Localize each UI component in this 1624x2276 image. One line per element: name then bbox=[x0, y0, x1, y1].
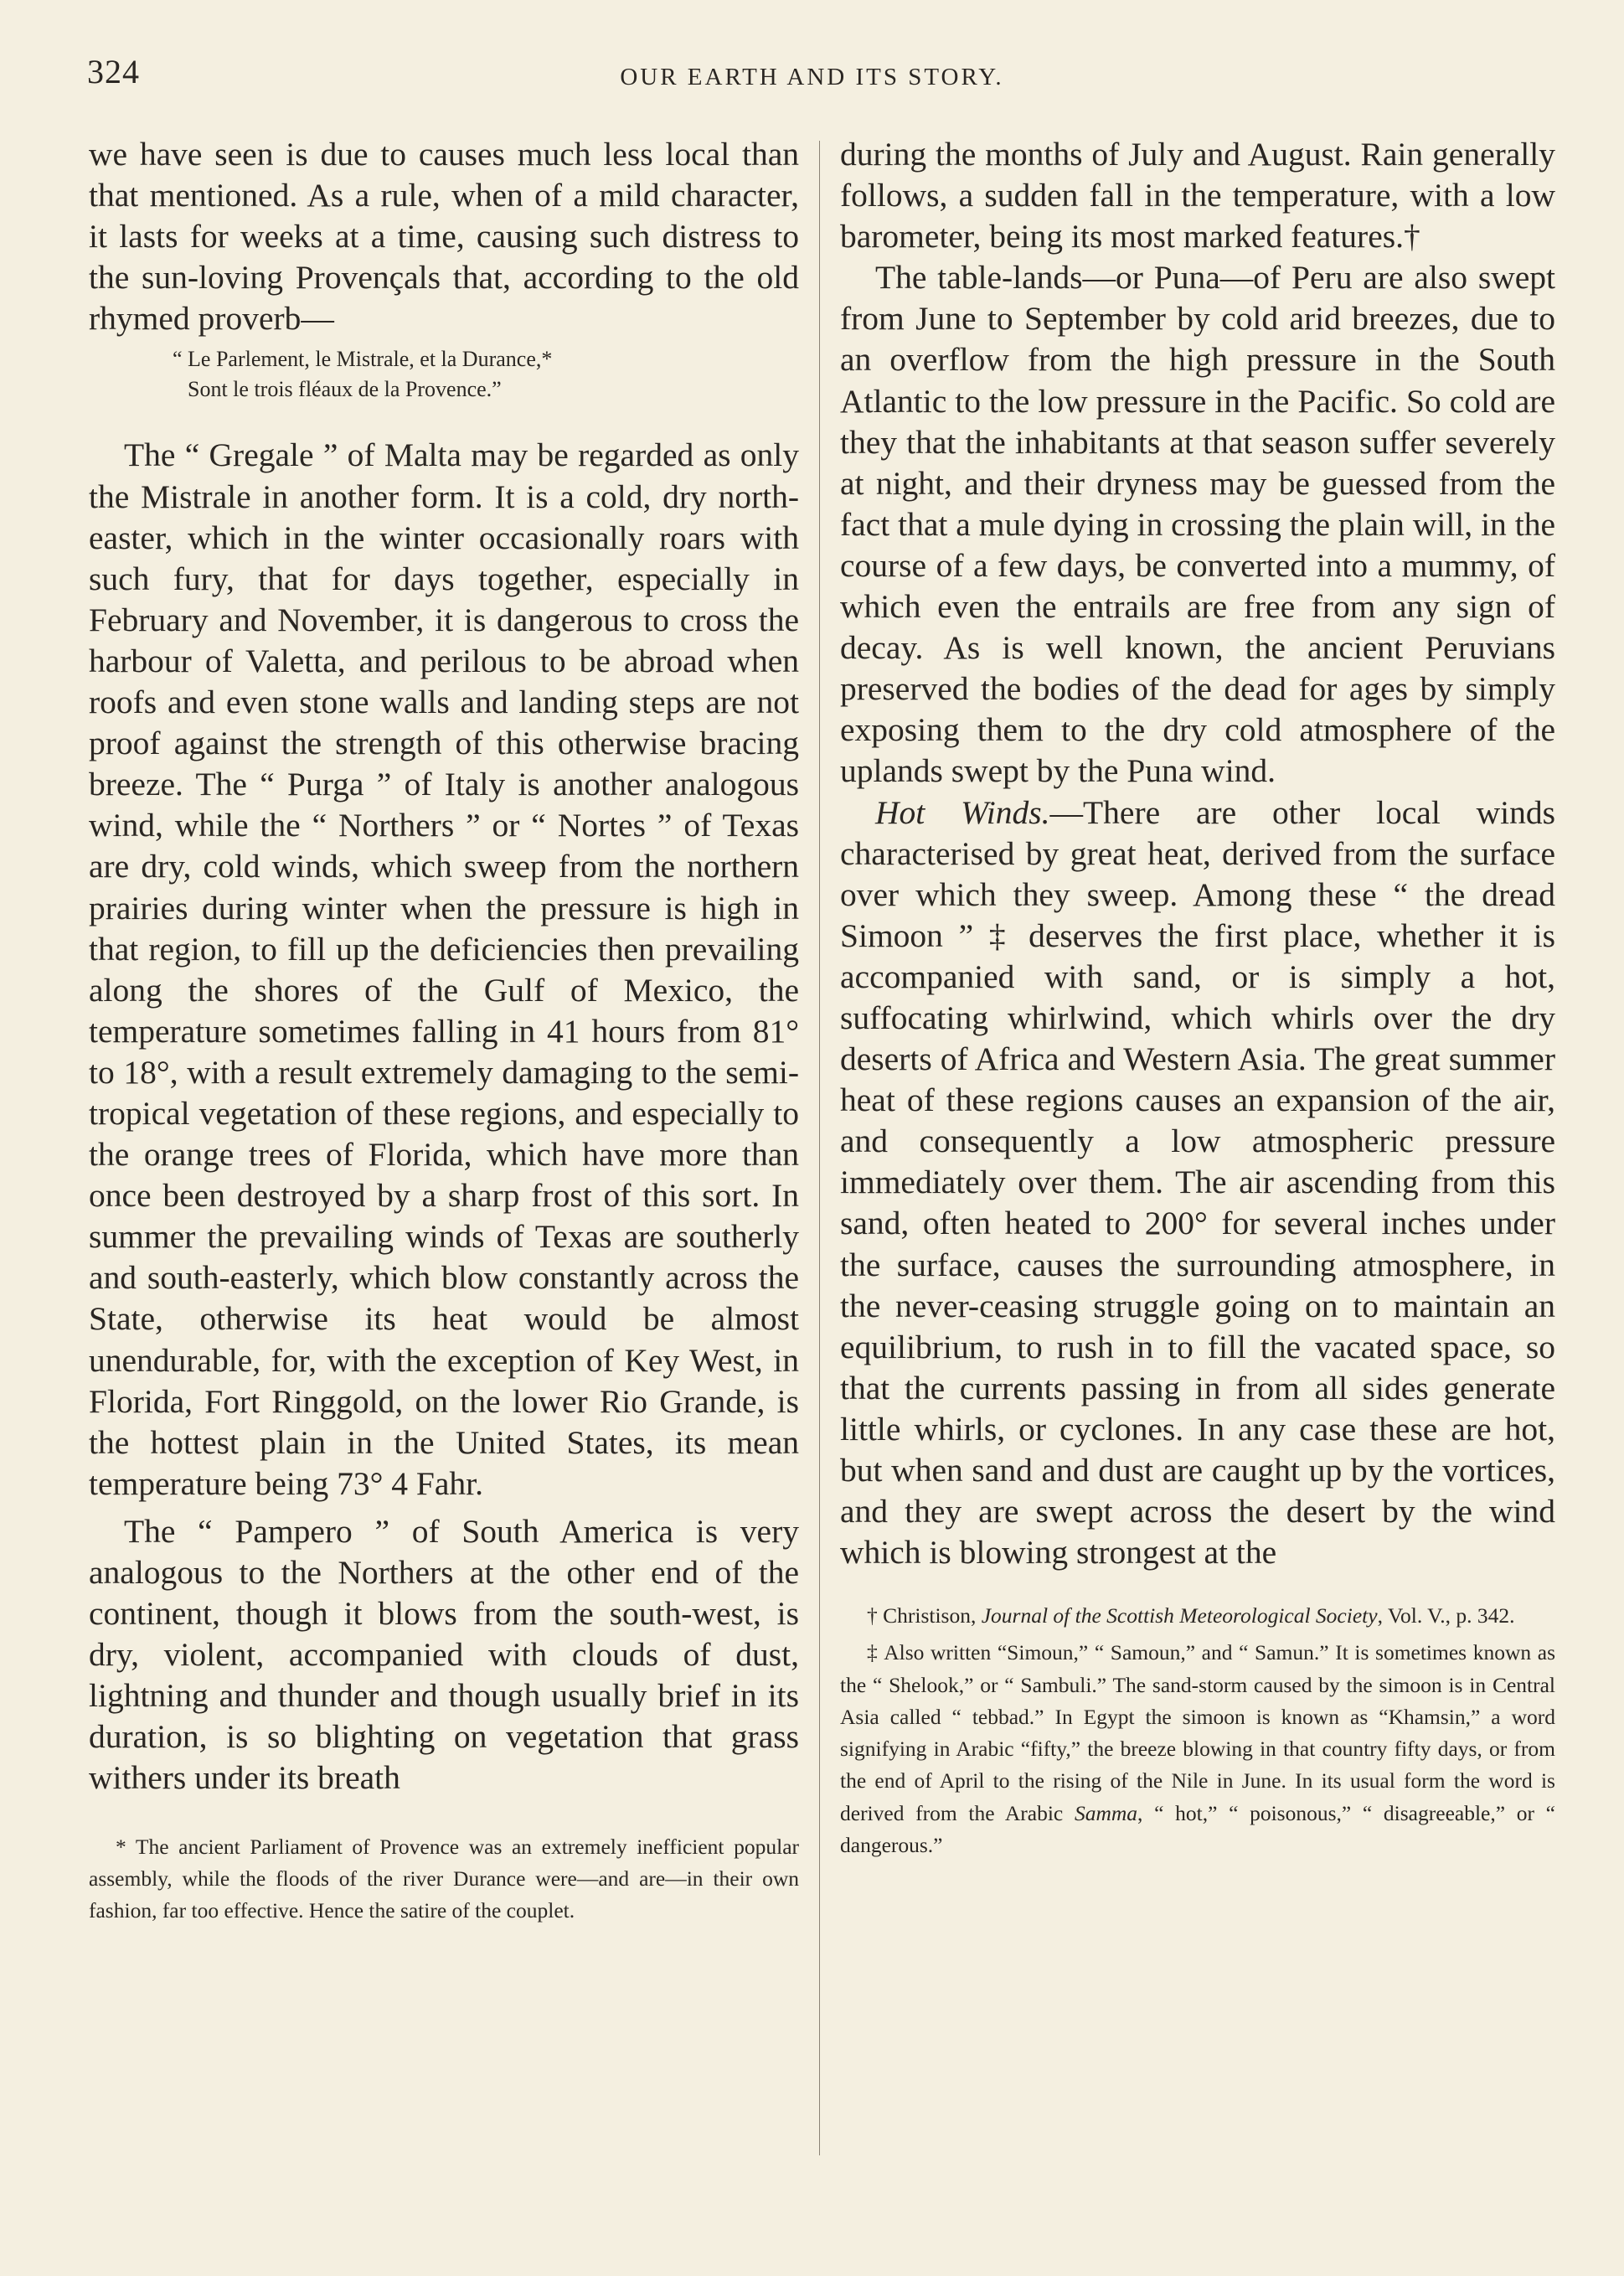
left-column bbox=[89, 134, 799, 1932]
page-number: 324 bbox=[87, 53, 140, 90]
right-column bbox=[840, 134, 1555, 1866]
section-heading-hot-winds: Hot Winds. bbox=[875, 793, 1050, 831]
footnotes-right bbox=[840, 1600, 1555, 1861]
paragraph-pampero-continued: during the months of July and August. Rain generally follows, a sudden fall in the temperature, with a low barometer, being its most marked features.† bbox=[840, 136, 1555, 255]
paragraph-puna: The table-lands—or Puna—of Peru are also swept from June to September by cold arid breezes, due to an overflow from the high pressure in the South Atlantic to the low pressure in the Pacific. So cold are they that the inhabitants at that season suffer severely at night, and their dryness may be guessed from the fact that a mule dying in crossing the plain will, in the course of a few days, be converted into a mummy, of which even the entrails are free from any sign of decay. As is well known, the ancient Peruvians preserved the bodies of the dead for ages by simply exposing them to the dry cold atmosphere of the uplands swept by the Puna wind. bbox=[840, 259, 1555, 790]
footnote-dagger bbox=[840, 1600, 1555, 1632]
footnote-text: , Vol. V., p. 342. bbox=[1377, 1603, 1515, 1628]
proverb-verse bbox=[173, 344, 799, 405]
footnotes-left bbox=[89, 1831, 799, 1928]
footnote-star: * The ancient Parliament of Provence was an extremely inefficient popular assembly, while the floods of the river Durance were—and are—in their own fashion, far too effective. Hence the satire of the couplet. bbox=[89, 1834, 799, 1922]
paragraph-hot-winds-body: —There are other local winds characterised by great heat, derived from the surface over which they sweep. Among these “ the dread Simoon ” ‡ deserves the first place, whether it is accompanied with sand, or is simply a hot, suffocating whirlwind, which whirls over the dry deserts of Africa and Western Asia. The great summer heat of these regions causes an expansion of the air, and consequently a low atmospheric pressure immediately over them. The air ascending from this sand, often heated to 200° for several inches under the surface, causes the surrounding atmosphere, in the never-ceasing struggle going on to maintain an equilibrium, to rush in to fill the vacated space, so that the currents passing in from all sides generate little whirls, or cyclones. In any case these are hot, but when sand and dust are caught up by the vortices, and they are swept across the desert by the wind which is blowing strongest at the bbox=[840, 793, 1556, 1572]
journal-title: Journal of the Scottish Meteorological Society bbox=[981, 1603, 1378, 1628]
footnote-text: ‡ Also written “Simoun,” “ Samoun,” and “ Samun.” It is sometimes known as the “ Shelook,” or “ Sambuli.” The sand-storm caused by the simoon is in Central Asia called “ tebbad.” In Egypt the simoon is known as “Khamsin,” a word signifying in Arabic “fifty,” the breeze blowing in that country fifty days, or from the end of April to the rising of the Nile in June. In its usual form the word is derived from the Arabic bbox=[840, 1640, 1555, 1825]
paragraph-gregale: The “ Gregale ” of Malta may be regarded as only the Mistrale in another form. It is a cold, dry north-easter, which in the winter occasionally roars with such fury, that for days together, especially in February and November, it is dangerous to cross the harbour of Valetta, and perilous to be abroad when roofs and even stone walls and landing steps are not proof against the strength of this otherwise bracing breeze. The “ Purga ” of Italy is another analogous wind, while the “ Northers ” or “ Nortes ” of Texas are dry, cold winds, which sweep from the northern prairies during winter when the pressure is high in that region, to fill up the deficiencies then prevailing along the shores of the Gulf of Mexico, the temperature sometimes falling in 41 hours from 81° to 18°, with a result extremely damaging to the semi-tropical vegetation of these regions, and especially to the orange trees of Florida, which have more than once been destroyed by a sharp frost of this sort. In summer the prevailing winds of Texas are southerly and south-easterly, which blow constantly across the State, otherwise its heat would be almost unendurable, for, with the exception of Key West, in Florida, Fort Ringgold, on the lower Rio Grande, is the hottest plain in the United States, its mean temperature being 73° 4 Fahr. bbox=[89, 436, 799, 1502]
paragraph-mistrale-continued: we have seen is due to causes much less local than that mentioned. As a rule, when of a mild character, it lasts for weeks at a time, causing such distress to the sun-loving Provençals that, according to the old rhymed proverb— bbox=[89, 136, 799, 338]
arabic-word: Samma bbox=[1074, 1800, 1138, 1825]
column-divider bbox=[819, 141, 820, 2155]
footnote-text: , “ hot,” “ poisonous,” “ disagreeable,” or “ dangerous.” bbox=[840, 1800, 1555, 1857]
paragraph-pampero: The “ Pampero ” of South America is very analogous to the Northers at the other end of the continent, though it blows from the south-west, is dry, violent, accompanied with clouds of dust, lightning and thunder and though usually brief in its duration, is so blighting on vegetation that grass withers under its breath bbox=[89, 1512, 799, 1797]
verse-line: “ Le Parlement, le Mistrale, et la Durance,* bbox=[173, 347, 553, 372]
paragraph-hot-winds bbox=[840, 792, 1555, 1574]
verse-line: Sont le trois fléaux de la Provence.” bbox=[188, 377, 502, 402]
running-title: OUR EARTH AND ITS STORY. bbox=[620, 64, 1004, 90]
footnote-text: † Christison, bbox=[867, 1603, 982, 1628]
footnote-double-dagger bbox=[840, 1637, 1555, 1861]
